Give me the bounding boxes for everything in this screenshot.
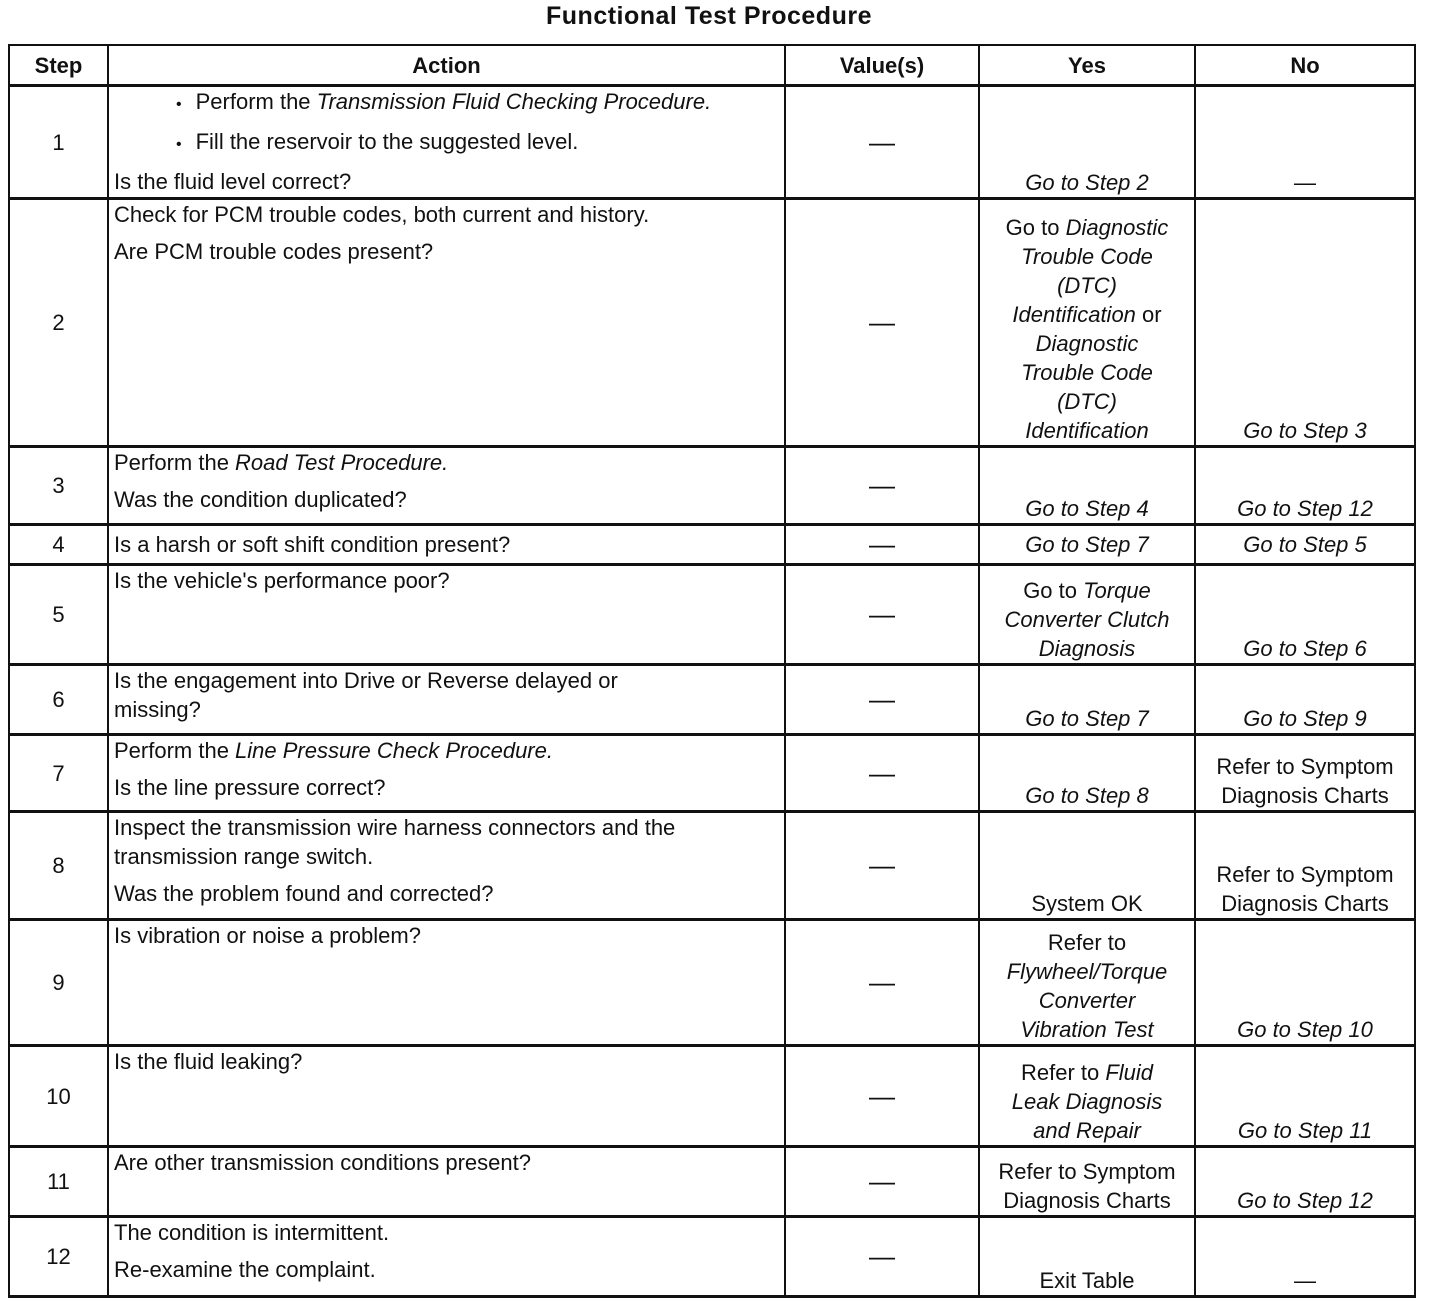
yes-cell (979, 447, 1195, 525)
action-question: Is a harsh or soft shift condition present? (114, 532, 511, 557)
step-number: 6 (9, 665, 108, 735)
symptom-charts-link[interactable]: Diagnosis Charts (1221, 783, 1389, 808)
table-row (9, 565, 1415, 665)
step-number: 8 (9, 812, 108, 920)
yes-cell: Refer to Flywheel/Torque Converter Vibration Test (979, 920, 1195, 1046)
value-cell: — (785, 447, 979, 525)
tcc-diagnosis-link[interactable]: Converter Clutch (1004, 607, 1170, 632)
dtc-link[interactable]: Identification (1025, 418, 1149, 443)
step-link[interactable]: Go to Step 5 (1243, 532, 1367, 557)
step-link[interactable]: Go to Step 7 (1025, 532, 1149, 557)
table-row (9, 86, 1415, 199)
action-question: missing? (114, 697, 201, 722)
no-cell (1195, 525, 1415, 565)
value-cell: — (785, 86, 979, 199)
step-link[interactable]: Go to Step 8 (1025, 783, 1149, 808)
table-row (9, 735, 1415, 812)
dtc-link[interactable]: Diagnostic (1035, 331, 1139, 356)
action-bullet: • Fill the reservoir to the suggested level. (114, 127, 779, 159)
no-cell (1195, 812, 1415, 920)
step-link[interactable]: Go to Step 4 (1025, 496, 1149, 521)
table-row (9, 1147, 1415, 1217)
action-question: Is the line pressure correct? (114, 775, 386, 800)
value-cell: — (785, 1046, 979, 1147)
step-link[interactable]: Go to Step 11 (1237, 1118, 1373, 1143)
yes-cell (979, 525, 1195, 565)
action-question: Are PCM trouble codes present? (114, 239, 434, 264)
action-question: Are other transmission conditions present? (114, 1150, 531, 1175)
action-question: Was the condition duplicated? (114, 487, 407, 512)
action-cell (108, 1046, 785, 1147)
no-cell: — (1195, 1217, 1415, 1297)
step-number: 4 (9, 525, 108, 565)
value-cell: — (785, 812, 979, 920)
action-cell (108, 565, 785, 665)
step-number: 2 (9, 199, 108, 447)
yes-cell: Go to Diagnostic Trouble Code (DTC) Identification or Diagnostic Trouble Code (DTC) Identification (979, 199, 1195, 447)
yes-cell (979, 1147, 1195, 1217)
no-cell (1195, 565, 1415, 665)
step-number: 1 (9, 86, 108, 199)
action-question: Re-examine the complaint. (114, 1257, 376, 1282)
step-number: 3 (9, 447, 108, 525)
vibration-test-link[interactable]: Converter (1038, 988, 1136, 1013)
step-link[interactable]: Go to Step 3 (1243, 418, 1367, 443)
step-link[interactable]: Go to Step 2 (1025, 170, 1149, 195)
column-header-step: Step (9, 45, 108, 86)
action-cell (108, 86, 785, 199)
yes-cell: System OK (979, 812, 1195, 920)
value-cell: — (785, 565, 979, 665)
dtc-link[interactable]: (DTC) (1057, 389, 1117, 414)
column-header-no: No (1195, 45, 1415, 86)
tcc-diagnosis-link[interactable]: Diagnosis (1038, 636, 1136, 661)
no-cell (1195, 1046, 1415, 1147)
value-cell: — (785, 1217, 979, 1297)
action-cell: Check for PCM trouble codes, both current and history. Are PCM trouble codes present? (108, 199, 785, 447)
step-number: 7 (9, 735, 108, 812)
yes-cell: Exit Table (979, 1217, 1195, 1297)
yes-cell: Refer to Fluid Leak Diagnosis and Repair (979, 1046, 1195, 1147)
yes-cell: Go to Torque Converter Clutch Diagnosis (979, 565, 1195, 665)
step-link[interactable]: Go to Step 9 (1243, 706, 1367, 731)
step-number: 12 (9, 1217, 108, 1297)
tcc-diagnosis-link[interactable]: Torque (1083, 578, 1151, 603)
value-cell: — (785, 525, 979, 565)
step-link[interactable]: Go to Step 12 (1237, 496, 1373, 521)
page-title: Functional Test Procedure (546, 2, 872, 30)
table-row (9, 920, 1415, 1046)
table-row (9, 199, 1415, 447)
action-question: Was the problem found and corrected? (114, 881, 494, 906)
symptom-charts-link[interactable]: Refer to Symptom (1216, 862, 1394, 887)
step-number: 9 (9, 920, 108, 1046)
value-cell: — (785, 199, 979, 447)
table-row (9, 665, 1415, 735)
fluid-leak-link[interactable]: Leak Diagnosis (1011, 1089, 1163, 1114)
value-cell: — (785, 735, 979, 812)
no-cell (1195, 199, 1415, 447)
action-question: Is the fluid leaking? (114, 1049, 303, 1074)
table-row (9, 525, 1415, 565)
action-cell (108, 920, 785, 1046)
vibration-test-link[interactable]: Flywheel/Torque (1006, 959, 1168, 984)
procedure-link[interactable]: Line Pressure Check Procedure. (235, 738, 553, 763)
column-header-action: Action (108, 45, 785, 86)
symptom-charts-link[interactable]: Diagnosis Charts (1221, 891, 1389, 916)
dtc-link[interactable]: Diagnostic (1065, 215, 1169, 240)
vibration-test-link[interactable]: Vibration Test (1020, 1017, 1154, 1042)
action-cell: Perform the Road Test Procedure. Was the condition duplicated? (108, 447, 785, 525)
action-cell (108, 1147, 785, 1217)
step-link[interactable]: Go to Step 10 (1237, 1017, 1373, 1042)
column-header-yes: Yes (979, 45, 1195, 86)
column-header-values: Value(s) (785, 45, 979, 86)
value-cell: — (785, 1147, 979, 1217)
no-cell (1195, 447, 1415, 525)
no-cell (1195, 920, 1415, 1046)
action-question: Is the engagement into Drive or Reverse delayed or (114, 668, 618, 693)
procedure-link[interactable]: Road Test Procedure. (235, 450, 449, 475)
action-cell: The condition is intermittent. Re-examine the complaint. (108, 1217, 785, 1297)
functional-test-table (8, 44, 1416, 1298)
no-cell (1195, 735, 1415, 812)
step-link[interactable]: Go to Step 12 (1237, 1188, 1373, 1213)
dtc-link[interactable]: Trouble Code (1021, 244, 1153, 269)
fluid-leak-link[interactable]: Fluid (1105, 1060, 1154, 1085)
table-row (9, 1217, 1415, 1297)
step-number: 11 (9, 1147, 108, 1217)
symptom-charts-link[interactable]: Refer to Symptom (998, 1159, 1176, 1184)
step-number: 10 (9, 1046, 108, 1147)
yes-cell (979, 86, 1195, 199)
fluid-leak-link[interactable]: and Repair (1033, 1118, 1141, 1143)
step-number: 5 (9, 565, 108, 665)
action-bullet: • Perform the Transmission Fluid Checking Procedure. (114, 87, 779, 119)
dtc-link[interactable]: Trouble Code (1021, 360, 1153, 385)
action-question: Is the vehicle's performance poor? (114, 568, 450, 593)
table-row (9, 447, 1415, 525)
table-header-row (9, 45, 1415, 86)
action-question: Is the fluid level correct? (114, 169, 352, 194)
dtc-link[interactable]: (DTC) (1057, 273, 1117, 298)
table-row (9, 812, 1415, 920)
no-cell: — (1195, 86, 1415, 199)
action-cell: Perform the Line Pressure Check Procedure. Is the line pressure correct? (108, 735, 785, 812)
action-cell: Inspect the transmission wire harness connectors and the transmission range switch. Was the problem found and corrected? (108, 812, 785, 920)
action-cell (108, 665, 785, 735)
yes-cell (979, 735, 1195, 812)
step-link[interactable]: Go to Step 7 (1025, 706, 1149, 731)
no-cell (1195, 1147, 1415, 1217)
symptom-charts-link[interactable]: Diagnosis Charts (1003, 1188, 1171, 1213)
action-cell (108, 525, 785, 565)
value-cell: — (785, 920, 979, 1046)
value-cell: — (785, 665, 979, 735)
action-question: Is vibration or noise a problem? (114, 923, 421, 948)
table-row (9, 1046, 1415, 1147)
procedure-link[interactable]: Transmission Fluid Checking Procedure. (316, 89, 712, 114)
symptom-charts-link[interactable]: Refer to Symptom (1216, 754, 1394, 779)
dtc-link[interactable]: Identification (1012, 302, 1136, 327)
no-cell (1195, 665, 1415, 735)
step-link[interactable]: Go to Step 6 (1243, 636, 1367, 661)
yes-cell (979, 665, 1195, 735)
